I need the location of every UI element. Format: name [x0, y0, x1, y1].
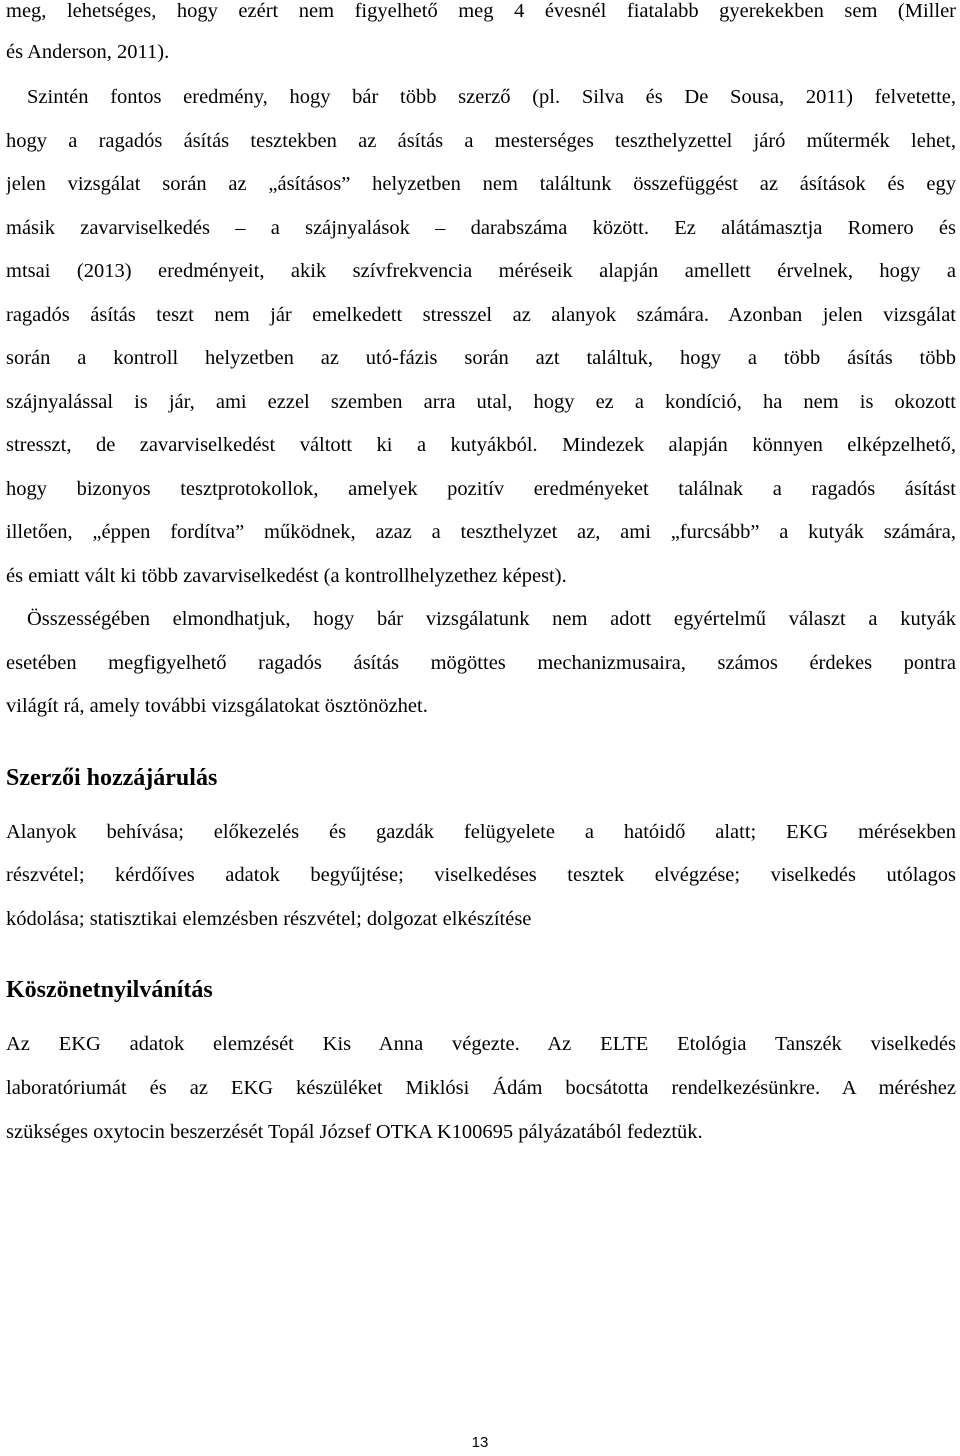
paragraph-line: világít rá, amely további vizsgálatokat ösztönözhet.: [6, 695, 428, 717]
paragraph-line: jelen vizsgálat során az „ásításos” helyzetben nem találtunk összefüggést az ásítások és egy: [6, 173, 956, 195]
paragraph-line: kódolása; statisztikai elemzésben részvétel; dolgozat elkészítése: [6, 908, 532, 930]
paragraph-line: és Anderson, 2011).: [6, 41, 170, 63]
paragraph-line: Szintén fontos eredmény, hogy bár több szerző (pl. Silva és De Sousa, 2011) felvetette,: [27, 86, 956, 108]
paragraph-line: mtsai (2013) eredményeit, akik szívfrekvencia méréseik alapján amellett érvelnek, hogy a: [6, 260, 956, 282]
paragraph-line: szájnyalással is jár, ami ezzel szemben arra utal, hogy ez a kondíció, ha nem is okozott: [6, 391, 956, 413]
section-heading-acknowledgements: Köszönetnyilvánítás: [6, 977, 213, 1003]
paragraph-line: során a kontroll helyzetben az utó-fázis során azt találtuk, hogy a több ásítás több: [6, 347, 956, 369]
paragraph-line: laboratóriumát és az EKG készüléket Miklósi Ádám bocsátotta rendelkezésünkre. A méréshez: [6, 1077, 956, 1099]
paragraph-line: illetően, „éppen fordítva” működnek, azaz a teszthelyzet az, ami „furcsább” a kutyák számára,: [6, 521, 956, 543]
paragraph-line: ragadós ásítás teszt nem jár emelkedett stresszel az alanyok számára. Azonban jelen vizsgálat: [6, 304, 956, 326]
paragraph-line: Alanyok behívása; előkezelés és gazdák felügyelete a hatóidő alatt; EKG mérésekben: [6, 821, 956, 843]
paragraph-line: hogy bizonyos tesztprotokollok, amelyek pozitív eredményeket találnak a ragadós ásítást: [6, 478, 956, 500]
paragraph-line: Az EKG adatok elemzését Kis Anna végezte. Az ELTE Etológia Tanszék viselkedés: [6, 1033, 956, 1055]
paragraph-line: stresszt, de zavarviselkedést váltott ki a kutyákból. Mindezek alapján könnyen elképzelhető,: [6, 434, 956, 456]
page-number: 13: [471, 1434, 489, 1451]
paragraph-line: szükséges oxytocin beszerzését Topál József OTKA K100695 pályázatából fedeztük.: [6, 1121, 703, 1143]
paragraph-line: részvétel; kérdőíves adatok begyűjtése; viselkedéses tesztek elvégzése; viselkedés utólagos: [6, 864, 956, 886]
paragraph-line: hogy a ragadós ásítás tesztekben az ásítás a mesterséges teszthelyzettel járó műtermék lehet,: [6, 130, 956, 152]
paragraph-line: másik zavarviselkedés – a szájnyalások – darabszáma között. Ez alátámasztja Romero és: [6, 217, 956, 239]
paragraph-line: és emiatt vált ki több zavarviselkedést (a kontrollhelyzethez képest).: [6, 565, 567, 587]
paragraph-line: esetében megfigyelhető ragadós ásítás mögöttes mechanizmusaira, számos érdekes pontra: [6, 652, 956, 674]
paragraph-line: meg, lehetséges, hogy ezért nem figyelhető meg 4 évesnél fiatalabb gyerekekben sem (Miller: [6, 0, 956, 22]
section-heading-contribution: Szerzői hozzájárulás: [6, 765, 218, 791]
paragraph-line: Összességében elmondhatjuk, hogy bár vizsgálatunk nem adott egyértelmű választ a kutyák: [27, 608, 956, 630]
